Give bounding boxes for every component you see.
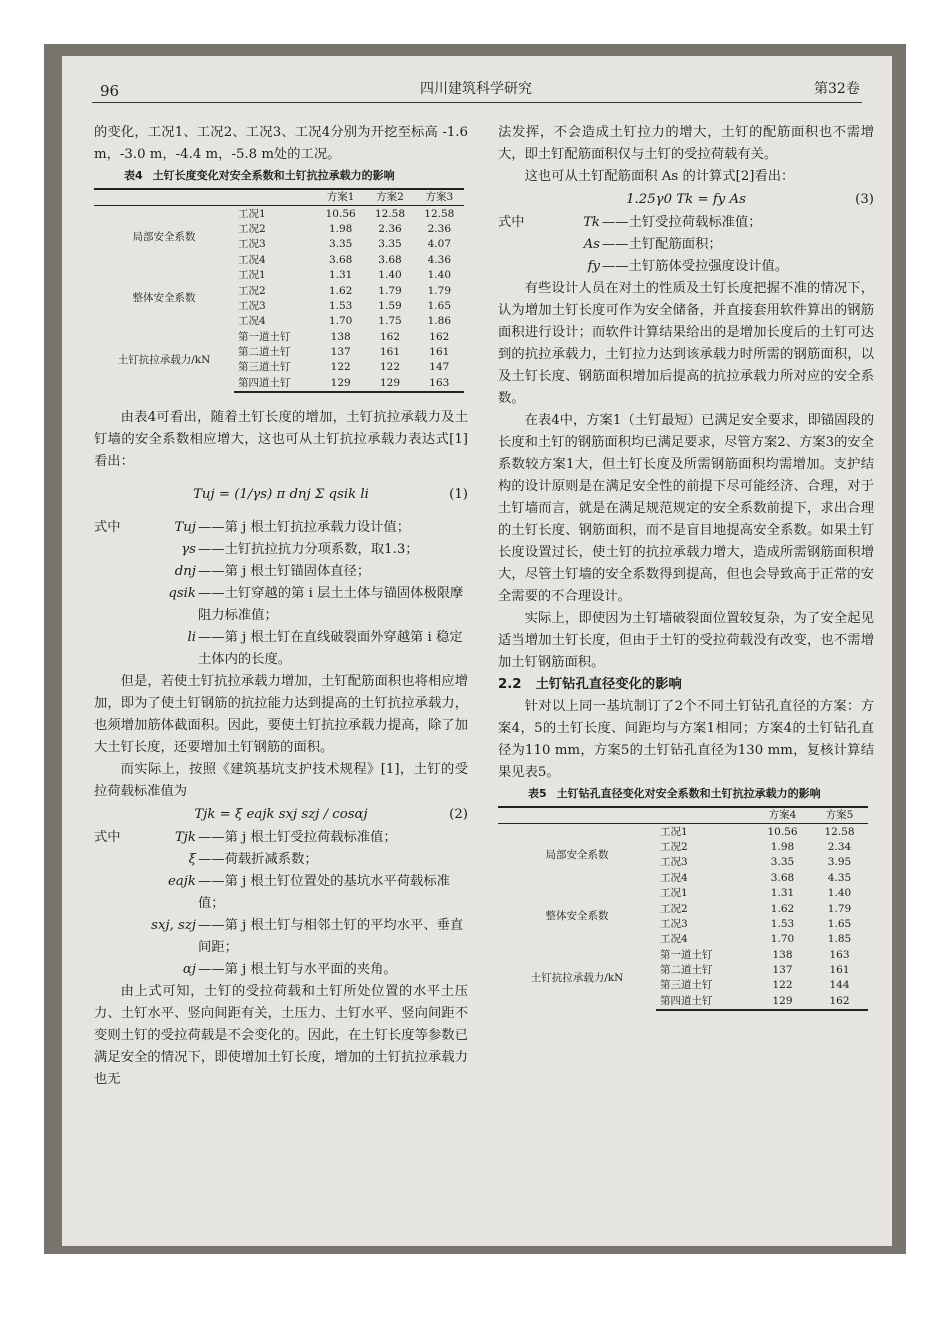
table4-caption-text: 土钉长度变化对安全系数和土钉抗拉承载力的影响	[152, 169, 395, 182]
definition-row	[94, 915, 468, 959]
table5-row	[498, 886, 868, 901]
definition-lead	[94, 959, 134, 981]
equation-2-text: Tjk = ξ eajk sxj szj / cosαj	[194, 807, 368, 823]
table5-cell: 2.34	[827, 840, 852, 853]
section-heading	[498, 674, 874, 696]
left-column	[94, 122, 468, 1091]
definition-row	[94, 871, 468, 915]
table5-cell: 第四道土钉	[656, 994, 754, 1010]
table4-cell: 129	[316, 376, 365, 392]
table4-cell: 161	[379, 346, 401, 359]
table5-cell: 144	[829, 979, 850, 992]
table4-cell: 3.35	[328, 238, 353, 251]
table4-row	[94, 330, 464, 345]
definition-lead: 式中	[94, 830, 121, 846]
table5-cell: 122	[772, 979, 793, 992]
table5-cell: 工况4	[660, 871, 688, 884]
table4-row	[94, 268, 464, 283]
section-number: 2.2	[498, 677, 522, 692]
equation-1	[94, 473, 468, 517]
journal-page	[62, 56, 892, 1246]
table5-cell: 工况1	[660, 887, 688, 900]
table4-cell: 1.79	[427, 284, 452, 297]
table4-cell: 1.65	[427, 299, 452, 312]
table5-header-cell: 方案4	[754, 807, 811, 824]
table4-row	[94, 206, 464, 222]
definition-row	[94, 627, 468, 671]
table4-header-cell	[94, 189, 234, 206]
paragraph-1: 由表4可看出，随着土钉长度的增加，土钉抗拉承载力及土钉墙的安全系数相应增大，这也可从土钉抗拉承载力表达式[1]看出：	[94, 410, 468, 470]
volume-label: 第32卷	[814, 81, 860, 97]
table5-cell: 1.98	[770, 840, 795, 853]
definition-row	[498, 256, 874, 278]
table4-cell: 1.75	[378, 315, 402, 328]
table5-cell: 3.95	[827, 856, 852, 869]
table4-cell: 10.56	[325, 207, 356, 220]
definition-row	[94, 959, 468, 981]
definition-lead	[94, 849, 134, 871]
table5-cell: 12.58	[824, 825, 855, 838]
equation-3	[498, 188, 874, 212]
table4-cell: 工况2	[238, 222, 266, 235]
table4-group-label: 整体安全系数	[132, 292, 196, 305]
table5-cell: 1.79	[827, 902, 852, 915]
table4-cell: 2.36	[378, 222, 402, 235]
table5-cell: 第三道土钉	[660, 979, 713, 992]
definition-text: ——第 j 根土钉在直线破裂面外穿越第 i 稳定土体内的长度。	[198, 630, 463, 668]
table4-cell: 工况3	[238, 238, 266, 251]
definition-lead	[94, 871, 134, 915]
journal-title: 四川建筑科学研究	[420, 81, 532, 97]
definition-symbol: fy	[587, 259, 600, 274]
table4-cell: 3.68	[378, 253, 402, 266]
definition-text: ——第 j 根土钉抗拉承载力设计值；	[198, 520, 411, 536]
definition-symbol: qsik	[168, 586, 196, 602]
table4-header-cell: 方案2	[365, 189, 414, 206]
definition-text: ——第 j 根土钉位置处的基坑水平荷载标准值；	[198, 874, 450, 912]
table5-cell: 工况2	[660, 840, 688, 853]
table4-cell: 163	[415, 376, 464, 392]
definition-row	[94, 561, 468, 583]
table5-cell: 第二道土钉	[660, 964, 713, 977]
definition-symbol: dnj	[174, 564, 196, 580]
table5-cell: 10.56	[767, 825, 798, 838]
definition-lead	[94, 583, 134, 627]
table4-cell: 第二道土钉	[238, 346, 291, 359]
table5-caption-text: 土钉钻孔直径变化对安全系数和土钉抗拉承载力的影响	[556, 787, 821, 800]
definition-row	[94, 849, 468, 871]
table4-cell: 138	[330, 330, 351, 343]
table4-cell: 工况4	[238, 315, 266, 328]
definition-lead	[94, 561, 134, 583]
table5-group-label: 局部安全系数	[545, 848, 609, 861]
table5-header-cell: 方案5	[811, 807, 868, 824]
table4-cell: 工况3	[238, 299, 266, 312]
equation-3-number: (3)	[855, 192, 874, 207]
paragraph-d: 实际上，即使因为土钉墙破裂面位置较复杂，为了安全起见适当增加土钉长度，但由于土钉的受拉荷载没有改变，也不需增加土钉钢筋面积。	[498, 611, 874, 670]
definition-symbol: Tk	[583, 215, 600, 230]
table4-cell: 1.70	[328, 315, 353, 328]
definition-lead	[94, 627, 134, 671]
table5-cell: 工况3	[660, 917, 688, 930]
table5-cell: 工况3	[660, 856, 688, 869]
table4-cell: 162	[429, 330, 450, 343]
definition-lead	[498, 256, 538, 278]
table4-group-label: 局部安全系数	[132, 230, 196, 243]
definition-symbol: As	[583, 237, 600, 252]
table5-cell: 1.85	[827, 933, 852, 946]
definition-text: ——第 j 根土钉与相邻土钉的平均水平、垂直间距；	[198, 918, 464, 956]
definition-lead: 式中	[498, 215, 525, 230]
table5-cell: 工况4	[660, 933, 688, 946]
definition-row	[94, 583, 468, 627]
equation-1-number: (1)	[449, 487, 468, 503]
definition-row	[94, 827, 468, 849]
table4-cell: 第三道土钉	[238, 361, 291, 374]
definition-symbol: Tjk	[174, 830, 196, 846]
table4-cell: 12.58	[424, 207, 455, 220]
table4-cell: 1.40	[427, 269, 452, 282]
table5-group-label: 整体安全系数	[545, 910, 609, 923]
definition-text: ——第 j 根土钉受拉荷载标准值；	[198, 830, 397, 846]
table5-cell: 工况2	[660, 902, 688, 915]
table5	[498, 806, 868, 1011]
definition-row	[498, 212, 874, 234]
table5-caption-number: 表5	[528, 787, 547, 800]
table4-caption	[94, 168, 468, 184]
table4-cell: 1.40	[378, 269, 402, 282]
definition-symbol: eajk	[168, 874, 196, 890]
table4-caption-number: 表4	[124, 169, 143, 182]
table4-cell: 12.58	[374, 207, 406, 220]
table5-row	[498, 824, 868, 840]
table4-cell: 161	[429, 346, 450, 359]
table5-cell: 1.62	[770, 902, 795, 915]
table5-cell: 1.40	[827, 887, 852, 900]
table5-cell: 1.70	[770, 933, 795, 946]
paragraph-3: 而实际上，按照《建筑基坑支护技术规程》[1]，土钉的受拉荷载标准值为	[94, 762, 468, 800]
paragraph-b: 有些设计人员在对土的性质及土钉长度把握不准的情况下，认为增加土钉长度可作为安全储备，并直接套用软件算出的钢筋面积进行设计；而软件计算结果给出的是增加长度后的土钉可达到的抗拉承载力，土钉拉力达到该承载力时所需的钢筋面积，以及土钉长度、钢筋面积增加后提高的抗拉承载力所对应的安全系数。	[498, 281, 874, 406]
equation-2-number: (2)	[449, 807, 468, 823]
table5-cell: 第一道土钉	[660, 948, 713, 961]
paragraph-2: 但是，若使土钉抗拉承载力增加，土钉配筋面积也将相应增加，即为了使土钉钢筋的抗拉能力达到提高的土钉抗拉承载力，也须增加筋体截面积。因此，要使土钉抗拉承载力提高，除了加大土钉长度，还要增加土钉钢筋的面积。	[94, 674, 468, 756]
table4-cell: 1.59	[378, 299, 402, 312]
paragraph-e: 针对以上同一基坑制订了2个不同土钉钻孔直径的方案：方案4，5的土钉长度、间距均与方案1相同；方案4的土钉钻孔直径为110 mm，方案5的土钉钻孔直径为130 mm，复核计算结果见表5。	[498, 699, 874, 780]
table5-header-cell	[656, 807, 754, 824]
table5-header-cell	[498, 807, 656, 824]
definition-row	[498, 234, 874, 256]
definition-text: ——土钉穿越的第 i 层土土体与锚固体极限摩阻力标准值；	[198, 586, 464, 624]
table5-cell: 3.35	[770, 856, 795, 869]
table5-cell: 1.53	[770, 917, 795, 930]
table4-header-cell: 方案3	[415, 189, 464, 206]
definition-row	[94, 539, 468, 561]
definition-symbol: li	[187, 630, 196, 646]
table4-cell: 第四道土钉	[234, 376, 316, 392]
equation-1-text: Tuj = (1/γs) π dnj Σ qsik li	[193, 487, 369, 503]
variable-definitions-3	[498, 212, 874, 278]
table5-cell: 138	[772, 948, 793, 961]
table4-cell: 147	[429, 361, 450, 374]
table4-cell: 162	[379, 330, 401, 343]
table4-cell: 122	[330, 361, 351, 374]
definition-text: ——第 j 根土钉与水平面的夹角。	[198, 962, 397, 978]
table4-cell: 工况2	[238, 284, 266, 297]
table5-cell: 163	[829, 948, 850, 961]
definition-symbol: Tuj	[174, 520, 196, 536]
page-number: 96	[100, 82, 120, 100]
table5-cell: 129	[754, 994, 811, 1010]
table5-caption	[498, 786, 874, 802]
table5-cell: 工况1	[660, 825, 688, 838]
table4-cell: 1.79	[378, 284, 402, 297]
table4-header-cell: 方案1	[316, 189, 365, 206]
definition-lead: 式中	[94, 520, 121, 536]
table4-cell: 3.35	[378, 238, 402, 251]
table4-cell: 129	[365, 376, 414, 392]
table4-cell: 122	[379, 361, 401, 374]
definition-symbol: γs	[181, 542, 196, 558]
table4-cell: 2.36	[427, 222, 452, 235]
definition-symbol: ξ	[188, 852, 196, 868]
intro-paragraph: 的变化，工况1、工况2、工况3、工况4分别为开挖至标高 -1.6 m，-3.0 m，-4.4 m，-5.8 m处的工况。	[94, 125, 468, 162]
table4-cell: 工况1	[238, 269, 266, 282]
table4-cell: 4.07	[427, 238, 452, 251]
table4-cell: 1.62	[328, 284, 353, 297]
table4-cell: 工况4	[238, 253, 266, 266]
table4-header-cell	[234, 189, 316, 206]
table4-cell: 1.31	[328, 269, 353, 282]
header-rule	[92, 102, 862, 103]
table5-group-label: 土钉抗拉承载力/kN	[530, 972, 624, 985]
table5-cell: 1.31	[770, 887, 795, 900]
table4-cell: 工况1	[238, 207, 266, 220]
section-title: 土钉钻孔直径变化的影响	[535, 677, 682, 692]
definition-lead	[498, 234, 538, 256]
equation-3-text: 1.25γ0 Tk = fy As	[626, 192, 746, 207]
definition-text: ——土钉抗拉抗力分项系数，取1.3；	[198, 542, 419, 558]
table4-cell: 1.86	[427, 315, 452, 328]
table5-cell: 137	[772, 964, 793, 977]
table5-cell: 3.68	[770, 871, 795, 884]
paragraph-a: 这也可从土钉配筋面积 As 的计算式[2]看出：	[524, 169, 795, 184]
definition-text: ——荷载折减系数；	[198, 852, 318, 868]
variable-definitions-2	[94, 827, 468, 981]
definition-text: ——第 j 根土钉锚固体直径；	[198, 564, 371, 580]
paragraph-c: 在表4中，方案1（土钉最短）已满足安全要求，即锚固段的长度和土钉的钢筋面积均已满足要求，尽管方案2、方案3的安全系数较方案1大，但土钉长度及所需钢筋面积均需增加。支护结构的设计原则是在满足安全性的前提下尽可能经济、合理，对于土钉墙而言，就是在满足规范规定的安全系数前提下，求出合理的土钉长度、钢筋面积，而不是盲目地提高安全系数。如果土钉长度设置过长，使土钉的抗拉承载力增大，造成所需钢筋面积增大，尽管土钉墙的安全系数得到提高，但也会导致高于正常的安全需要的不合理设计。	[498, 413, 874, 604]
table4-cell: 4.36	[427, 253, 452, 266]
definition-lead	[94, 915, 134, 959]
table4-cell: 1.53	[328, 299, 353, 312]
table4-group-label: 土钉抗拉承载力/kN	[117, 354, 211, 367]
paragraph-4: 由上式可知，土钉的受拉荷载和土钉所处位置的水平土压力、土钉水平、竖向间距有关，土压力、土钉水平、竖向间距不变则土钉的受拉荷载是不会变化的。因此，在土钉长度等参数已满足安全的情况下，即使增加土钉长度，增加的土钉抗拉承载力也无	[94, 984, 468, 1088]
table4-cell: 第一道土钉	[238, 330, 291, 343]
right-column	[498, 122, 874, 1011]
definition-text: ——土钉受拉荷载标准值；	[602, 215, 762, 230]
continued-paragraph: 法发挥，不会造成土钉拉力的增大，土钉的配筋面积也不需增大，即土钉配筋面积仅与土钉的受拉荷载有关。	[498, 125, 874, 162]
table5-cell: 4.35	[827, 871, 852, 884]
table5-row	[498, 948, 868, 963]
definition-symbol: sxj, szj	[151, 918, 196, 934]
equation-2	[94, 803, 468, 827]
table5-cell: 162	[811, 994, 868, 1010]
table5-cell: 161	[829, 964, 850, 977]
table4-cell: 137	[330, 346, 351, 359]
table4	[94, 188, 464, 393]
definition-text: ——土钉配筋面积；	[602, 237, 722, 252]
table5-cell: 1.65	[827, 917, 852, 930]
definition-symbol: αj	[182, 962, 196, 978]
variable-definitions-1	[94, 517, 468, 671]
definition-lead	[94, 539, 134, 561]
definition-text: ——土钉筋体受拉强度设计值。	[602, 259, 789, 274]
definition-row	[94, 517, 468, 539]
table4-cell: 3.68	[328, 253, 353, 266]
table4-cell: 1.98	[328, 222, 353, 235]
